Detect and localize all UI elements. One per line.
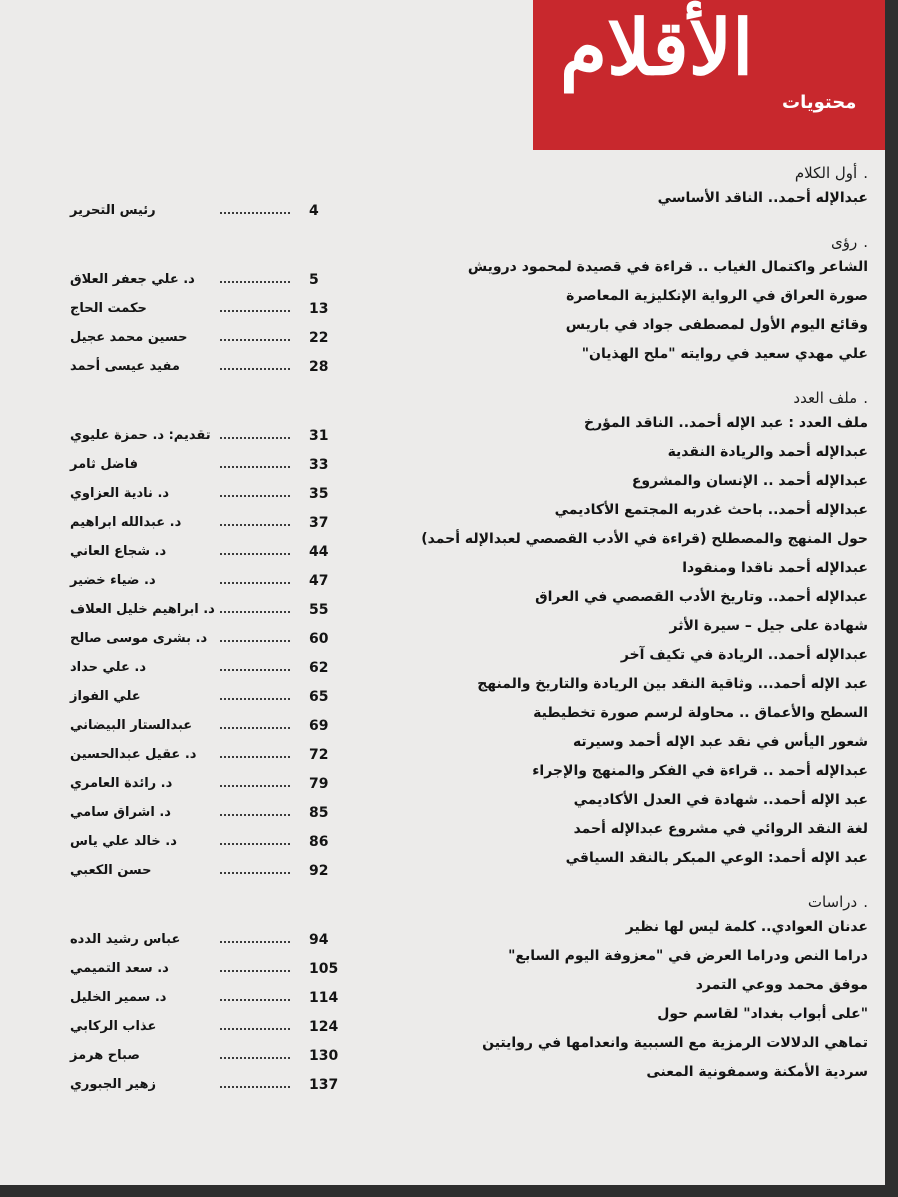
toc-entry (70, 259, 880, 288)
dot-leader (220, 495, 290, 497)
entry-title: الشاعر واكتمال الغياب .. قراءة في قصيدة لمحمود درويش (467, 259, 868, 275)
page-number: 33 (306, 457, 331, 473)
entry-author: حكمت الحاج (70, 301, 151, 316)
entry-author: حسن الكعبي (70, 863, 156, 878)
dot-leader (220, 727, 290, 729)
entry-title: عبدالإله أحمد.. الريادة في تكيف آخر (620, 647, 868, 663)
entry-title: السطح والأعماق .. محاولة لرسم صورة تخطيطية (533, 705, 868, 721)
dot-leader (220, 843, 290, 845)
entry-author: د. نادية العزاوي (70, 486, 173, 501)
entry-author: د. بشرى موسى صالح (70, 631, 211, 646)
page-number: 28 (306, 359, 331, 375)
page-number: 35 (306, 486, 331, 502)
page-number: 130 (306, 1048, 341, 1064)
entry-title: "على أبواب بغداد" لقاسم حول (657, 1006, 868, 1022)
entry-title: شهادة على جيل – سيرة الأثر (669, 618, 868, 634)
toc-entry (70, 977, 880, 1006)
entry-title: سردية الأمكنة وسمفونية المعنى (646, 1064, 868, 1080)
toc-entry (70, 948, 880, 977)
page-number: 31 (306, 428, 331, 444)
entry-author: عذاب الركابي (70, 1019, 160, 1034)
dot-leader (220, 524, 290, 526)
contents-label: محتويات (782, 92, 857, 113)
dot-leader (220, 1057, 290, 1059)
dot-leader (220, 466, 290, 468)
dot-leader (220, 669, 290, 671)
dot-leader (220, 970, 290, 972)
page-number: 94 (306, 932, 331, 948)
page-number: 13 (306, 301, 331, 317)
entry-title: عبدالإله أحمد.. وتاريخ الأدب القصصي في العراق (535, 589, 868, 605)
page-number: 22 (306, 330, 331, 346)
dot-leader (220, 1028, 290, 1030)
bullet-dot: . (863, 164, 868, 182)
page-number: 4 (306, 203, 322, 219)
entry-title: عبدالإله أحمد ناقدا ومنقودا (682, 560, 868, 576)
toc-entry (70, 850, 880, 879)
entry-author: د. خالد علي ياس (70, 834, 181, 849)
entry-title: لغة النقد الروائي في مشروع عبدالإله أحمد (573, 821, 868, 837)
entry-title: دراما النص ودراما العرض في "معزوفة اليوم السابع" (508, 948, 868, 964)
page-number: 137 (306, 1077, 341, 1093)
entry-title: عبدالإله أحمد .. الإنسان والمشروع (631, 473, 868, 489)
page-number: 79 (306, 776, 331, 792)
toc-entry (70, 288, 880, 317)
dot-leader (220, 872, 290, 874)
section-title-text: دراسات (807, 893, 858, 911)
toc-entry (70, 734, 880, 763)
bullet-dot: . (863, 893, 868, 911)
bullet-dot: . (863, 389, 868, 407)
dot-leader (220, 582, 290, 584)
dot-leader (220, 698, 290, 700)
page-number: 44 (306, 544, 331, 560)
entry-author: د. عقيل عبدالحسين (70, 747, 200, 762)
page-number: 37 (306, 515, 331, 531)
toc-entry (70, 346, 880, 375)
entry-author: عبدالستار البيضاني (70, 718, 196, 733)
dot-leader (220, 368, 290, 370)
page-number: 124 (306, 1019, 341, 1035)
table-of-contents (70, 150, 880, 1093)
entry-title: عبدالإله أحمد والريادة النقدية (667, 444, 868, 460)
page-number: 62 (306, 660, 331, 676)
toc-entry (70, 705, 880, 734)
dot-leader (220, 339, 290, 341)
dot-leader (220, 814, 290, 816)
section-title (70, 233, 880, 251)
toc-entry (70, 531, 880, 560)
page-number: 85 (306, 805, 331, 821)
entry-author: صباح هرمز (70, 1048, 144, 1063)
dot-leader (220, 310, 290, 312)
dot-leader (220, 785, 290, 787)
entry-author: د. علي حداد (70, 660, 150, 675)
entry-author: علي الفواز (70, 689, 145, 704)
section-title-text: رؤى (830, 233, 858, 251)
page-number: 65 (306, 689, 331, 705)
page-number: 47 (306, 573, 331, 589)
entry-author: فاضل ثامر (70, 457, 142, 472)
toc-entry (70, 792, 880, 821)
entry-author: د. سمير الخليل (70, 990, 170, 1005)
entry-title: حول المنهج والمصطلح (قراءة في الأدب القصصي لعبدالإله أحمد) (421, 531, 868, 547)
section-title (70, 164, 880, 182)
entry-author: تقديم: د. حمزة عليوي (70, 428, 215, 443)
dot-leader (220, 941, 290, 943)
dot-leader (220, 1086, 290, 1088)
dot-leader (220, 999, 290, 1001)
entry-author: د. عبدالله ابراهيم (70, 515, 185, 530)
entry-author: عباس رشيد الدده (70, 932, 184, 947)
toc-entry (70, 502, 880, 531)
toc-entry (70, 415, 880, 444)
toc-entry (70, 821, 880, 850)
dot-leader (220, 640, 290, 642)
page-number: 72 (306, 747, 331, 763)
entry-title: تماهي الدلالات الرمزية مع السببية وانعدامها في روايتين (482, 1035, 868, 1051)
entry-author: زهير الجبوري (70, 1077, 160, 1092)
toc-entry (70, 444, 880, 473)
entry-title: عبد الإله أحمد... وثاقية النقد بين الريادة والتاريخ والمنهج (477, 676, 868, 692)
toc-entry (70, 919, 880, 948)
page-number: 92 (306, 863, 331, 879)
entry-author: حسين محمد عجيل (70, 330, 191, 345)
entry-title: عبدالإله أحمد .. قراءة في الفكر والمنهج والإجراء (532, 763, 868, 779)
entry-title: ملف العدد : عبد الإله أحمد.. الناقد المؤرخ (584, 415, 868, 431)
section-title (70, 893, 880, 911)
toc-entry (70, 1035, 880, 1064)
entry-author: د. رائدة العامري (70, 776, 176, 791)
entry-title: وقائع اليوم الأول لمصطفى جواد في باريس (565, 317, 868, 333)
dot-leader (220, 212, 290, 214)
entry-author: د. اشراق سامي (70, 805, 175, 820)
dot-leader (220, 281, 290, 283)
page-number: 69 (306, 718, 331, 734)
entry-title: عدنان العوادي.. كلمة ليس لها نظير (625, 919, 868, 935)
dot-leader (220, 756, 290, 758)
toc-entry (70, 647, 880, 676)
toc-entry (70, 589, 880, 618)
page-number: 86 (306, 834, 331, 850)
entry-author: د. ضياء خضير (70, 573, 160, 588)
entry-title: عبد الإله أحمد.. شهادة في العدل الأكاديمي (573, 792, 868, 808)
entry-author: د. شجاع العاني (70, 544, 170, 559)
section-title (70, 389, 880, 407)
page-number: 114 (306, 990, 341, 1006)
dot-leader (220, 611, 290, 613)
bullet-dot: . (863, 233, 868, 251)
toc-entry (70, 560, 880, 589)
page-number: 5 (306, 272, 322, 288)
entry-title: عبدالإله أحمد.. الناقد الأساسي (657, 190, 868, 206)
entry-title: علي مهدي سعيد في روايته "ملح الهذيان" (581, 346, 868, 362)
toc-entry (70, 676, 880, 705)
entry-author: د. ابراهيم خليل العلاف (70, 602, 219, 617)
entry-title: صورة العراق في الرواية الإنكليزية المعاصرة (566, 288, 868, 304)
entry-title: شعور اليأس في نقد عبد الإله أحمد وسيرته (572, 734, 868, 750)
toc-entry (70, 1064, 880, 1093)
entry-author: مفيد عيسى أحمد (70, 359, 184, 374)
toc-entry (70, 190, 880, 219)
toc-entry (70, 763, 880, 792)
page-number: 105 (306, 961, 341, 977)
entry-title: عبد الإله أحمد: الوعي المبكر بالنقد السياقي (565, 850, 868, 866)
page-number: 55 (306, 602, 331, 618)
section-title-text: أول الكلام (794, 164, 858, 182)
toc-entry (70, 317, 880, 346)
section-title-text: ملف العدد (793, 389, 858, 407)
toc-entry (70, 473, 880, 502)
entry-author: رئيس التحرير (70, 203, 160, 218)
entry-author: د. سعد التميمي (70, 961, 173, 976)
entry-author: د. علي جعفر العلاق (70, 272, 199, 287)
dot-leader (220, 437, 290, 439)
toc-entry (70, 618, 880, 647)
dot-leader (220, 553, 290, 555)
magazine-logo: الأقلام (560, 3, 754, 92)
toc-entry (70, 1006, 880, 1035)
entry-title: عبدالإله أحمد.. باحث غدربه المجتمع الأكاديمي (554, 502, 868, 518)
page-number: 60 (306, 631, 331, 647)
entry-title: موفق محمد ووعي التمرد (695, 977, 868, 993)
